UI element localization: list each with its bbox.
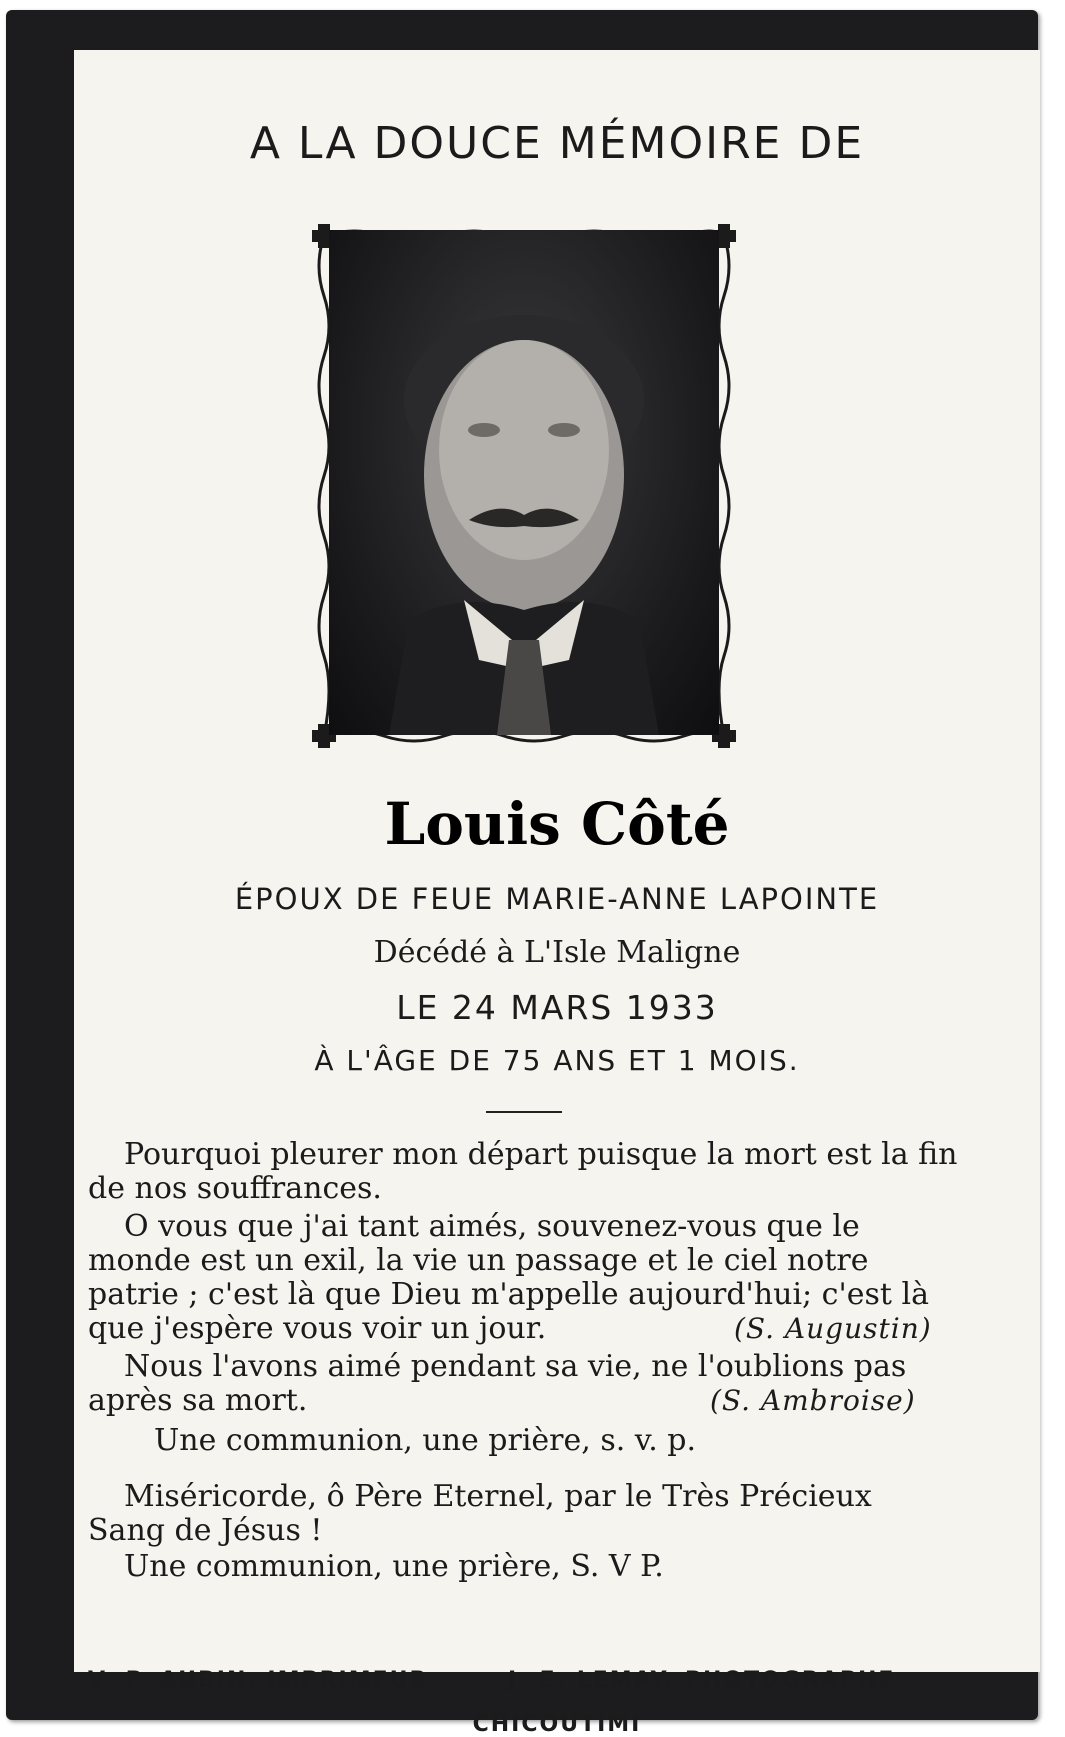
verse-paragraph-6: Une communion, une prière, S. V P. bbox=[124, 1549, 664, 1584]
city-credit: CHICOUTIMI bbox=[472, 1712, 642, 1737]
portrait-photo bbox=[329, 230, 719, 735]
spouse-line: ÉPOUX DE FEUE MARIE-ANNE LAPOINTE bbox=[234, 882, 880, 916]
death-date: LE 24 MARS 1933 bbox=[396, 988, 718, 1027]
verse-paragraph-4: Une communion, une prière, s. v. p. bbox=[154, 1423, 697, 1458]
verse-paragraph-5: Miséricorde, ô Père Eternel, par le Très Précieux Sang de Jésus ! bbox=[88, 1479, 872, 1548]
portrait-silhouette bbox=[329, 230, 719, 735]
attribution-ambroise: (S. Ambroise) bbox=[710, 1384, 916, 1417]
photographer-credit: J.-E, LEMAY, PHOTOGRAPHE bbox=[508, 1668, 896, 1693]
memorial-card-paper bbox=[74, 50, 1040, 1737]
verse-paragraph-1: Pourquoi pleurer mon départ puisque la mort est la fin de nos souffrances. bbox=[88, 1137, 958, 1206]
verse-paragraph-3: Nous l'avons aimé pendant sa vie, ne l'oublions pas après sa mort. bbox=[88, 1349, 907, 1418]
verse-paragraph-2: O vous que j'ai tant aimés, souvenez-vous que le monde est un exil, la vie un passage et le ciel notre patrie ; c'est là que Dieu m'appelle aujourd'hui; c'est là que j'espère vous voir un jour. bbox=[88, 1209, 929, 1346]
printer-credit: V.-P. AUBIN, IMPRIMEUR bbox=[88, 1668, 429, 1693]
card-heading: A LA DOUCE MÉMOIRE DE bbox=[249, 118, 865, 169]
deceased-name: Louis Côté bbox=[384, 790, 730, 858]
death-place: Décédé à L'Isle Maligne bbox=[373, 935, 741, 970]
divider-line bbox=[486, 1111, 562, 1113]
age-at-death: À L'ÂGE DE 75 ANS ET 1 MOIS. bbox=[314, 1044, 800, 1077]
attribution-augustin: (S. Augustin) bbox=[734, 1312, 932, 1345]
